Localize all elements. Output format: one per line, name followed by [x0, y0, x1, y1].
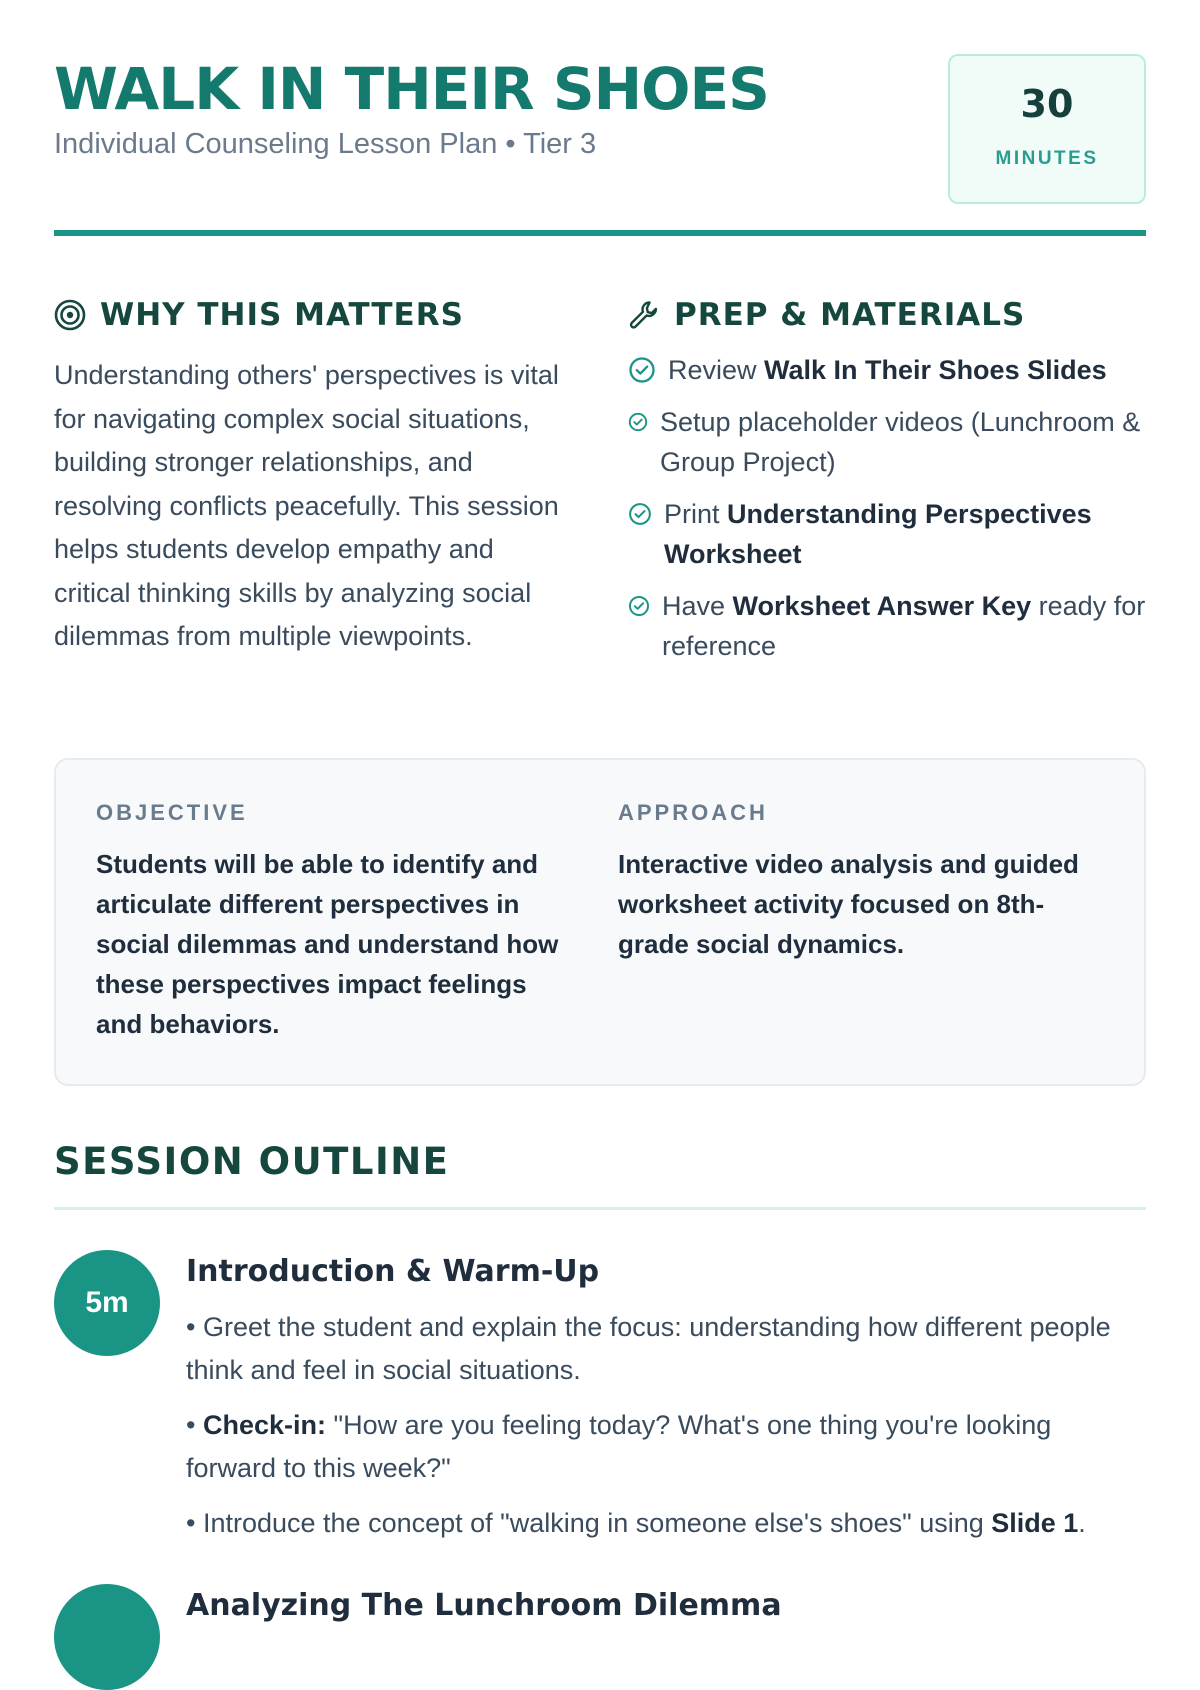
prep-section: [628, 290, 1146, 678]
duration-unit: MINUTES: [995, 148, 1099, 169]
step-bullet: • Greet the student and explain the focus: understanding how different people think and feel in social situations.: [186, 1312, 1111, 1385]
objective-label: OBJECTIVE: [96, 800, 248, 825]
prep-item: [628, 402, 1146, 482]
objective-column: [96, 800, 576, 1044]
step-bullet: • Introduce the concept of "walking in someone else's shoes" using Slide 1.: [186, 1508, 1086, 1538]
prep-item: [628, 494, 1146, 574]
step-body: [186, 1250, 1146, 1545]
check-circle-icon: [628, 595, 650, 617]
check-circle-icon: [628, 356, 656, 384]
why-text: Understanding others' perspectives is vital for navigating complex social situations, building stronger relationships, and resolving conflicts peacefully. This session helps students develop empathy and critical thinking skills by analyzing social dilemmas from multiple viewpoints.: [54, 360, 559, 651]
prep-heading-row: [628, 290, 1146, 340]
prep-list: [628, 350, 1146, 666]
target-icon: [54, 299, 86, 331]
step-bullet: • Check-in: "How are you feeling today? What's one thing you're looking forward to this week?": [186, 1410, 1052, 1483]
why-heading-row: [54, 290, 574, 340]
prep-item-text: Setup placeholder videos (Lunchroom & Group Project): [660, 407, 1141, 477]
step-duration-badge: 5m: [54, 1250, 160, 1356]
approach-column: [618, 800, 1108, 964]
why-section: [54, 290, 574, 659]
outline-divider: [54, 1207, 1146, 1210]
outline-heading: SESSION OUTLINE: [54, 1140, 450, 1183]
lesson-plan-page: [54, 0, 1146, 1623]
page-title: WALK IN THEIR SHOES: [54, 55, 769, 123]
prep-item: [628, 586, 1146, 666]
prep-item-text: Print Understanding Perspectives Worksheet: [664, 499, 1092, 569]
approach-text: Interactive video analysis and guided worksheet activity focused on 8th-grade social dynamics.: [618, 849, 1079, 959]
duration-value: 30: [1020, 82, 1074, 126]
page-subtitle: Individual Counseling Lesson Plan • Tier 3: [54, 128, 597, 160]
wrench-icon: [628, 299, 660, 331]
objective-card: [54, 758, 1146, 1086]
prep-item-text: Have Worksheet Answer Key ready for reference: [662, 591, 1146, 661]
check-circle-icon: [628, 412, 648, 432]
duration-badge: [948, 54, 1146, 204]
header-divider: [54, 230, 1146, 236]
prep-item: [628, 350, 1146, 390]
step-title: Introduction & Warm-Up: [186, 1254, 600, 1289]
header: [54, 54, 1146, 204]
approach-label: APPROACH: [618, 800, 768, 825]
check-circle-icon: [628, 502, 652, 526]
step-duration-badge: [54, 1584, 160, 1690]
prep-heading: PREP & MATERIALS: [674, 297, 1026, 333]
step-title: Analyzing The Lunchroom Dilemma: [186, 1588, 782, 1623]
prep-item-text: Review Walk In Their Shoes Slides: [668, 355, 1107, 385]
objective-text: Students will be able to identify and articulate different perspectives in social dilemmas and understand how these perspectives impact feelings and behaviors.: [96, 849, 559, 1039]
step-body: [186, 1584, 1146, 1628]
why-heading: WHY THIS MATTERS: [100, 297, 464, 333]
